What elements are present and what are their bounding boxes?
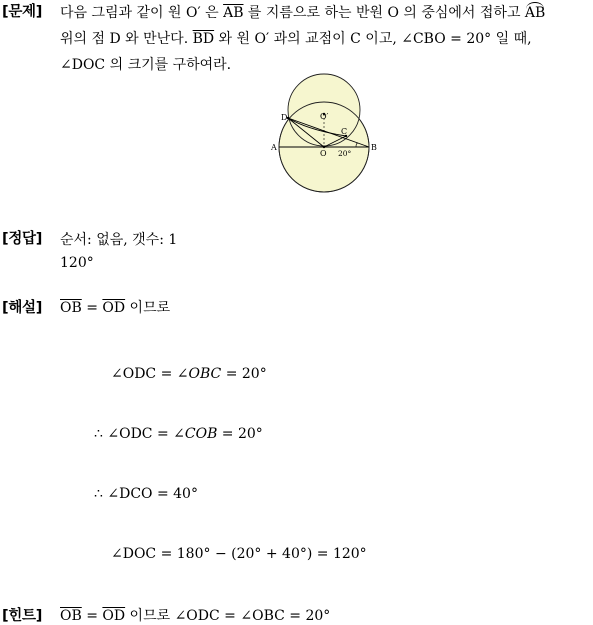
label-b: B [371,143,377,152]
equation-3: ∴ ∠DCO = 40° [94,486,198,502]
label-d: D [281,113,288,122]
hint-tag: [힌트] [2,608,43,624]
problem-line-3: ∠DOC 의 크기를 구하여라. [60,57,232,73]
label-o: O [320,149,327,158]
equation-2-italic: COB [184,426,218,442]
hint-rest: 이므로 ∠ODC = ∠OBC = 20° [125,608,331,624]
equation-2-right: = 20° [217,426,263,442]
equation-1 [111,366,267,382]
chord-ab: $\overline{AB}$ [223,5,244,21]
hint-line [60,605,330,625]
hint-segment-od: $\overline{OD}$ [102,608,126,624]
hint-segment-ob: $\overline{OB}$ [60,608,82,624]
label-angle: 20° [338,149,352,158]
problem-line-1 [60,2,545,22]
label-c: C [341,127,348,136]
hint-equals: = [81,608,103,624]
label-o-prime: O′ [320,112,329,121]
equation-4: ∠DOC = 180° − (20° + 40°) = 120° [111,546,367,562]
equation-1-left: ∠ODC = ∠ [111,366,189,382]
segment-od: $\overline{OD}$ [102,300,126,316]
equation-1-italic: OBC [188,366,222,382]
problem-line-1-part1: 다음 그림과 같이 원 O′ 은 [60,5,224,21]
arc-ab: AB [524,5,546,21]
problem-tag: [문제] [2,4,43,20]
problem-line-2-part2: 와 원 O′ 과의 교점이 C 이고, ∠CBO = 20° 일 때, [214,31,532,47]
equation-1-right: = 20° [221,366,267,382]
answer-value: 120° [60,255,94,271]
label-a: A [271,143,277,152]
solution-tag: [해설] [2,300,43,316]
equals: = [81,300,103,316]
solution-line-1-rest: 이므로 [125,300,171,316]
segment-ob: $\overline{OB}$ [60,300,82,316]
answer-tag: [정답] [2,231,43,247]
equation-2 [94,426,263,442]
problem-line-1-part2: 를 지름으로 하는 반원 O 의 중심에서 접하고 [243,5,525,21]
answer-line-1: 순서: 없음, 갯수: 1 [60,232,178,248]
solution-line-1 [60,297,170,317]
geometry-figure [268,72,384,194]
equation-2-left: ∴ ∠ODC = ∠ [94,426,185,442]
problem-line-2 [60,28,532,48]
problem-line-2-part1: 위의 점 D 와 만난다. [60,31,193,47]
chord-bd: $\overline{BD}$ [192,31,215,47]
